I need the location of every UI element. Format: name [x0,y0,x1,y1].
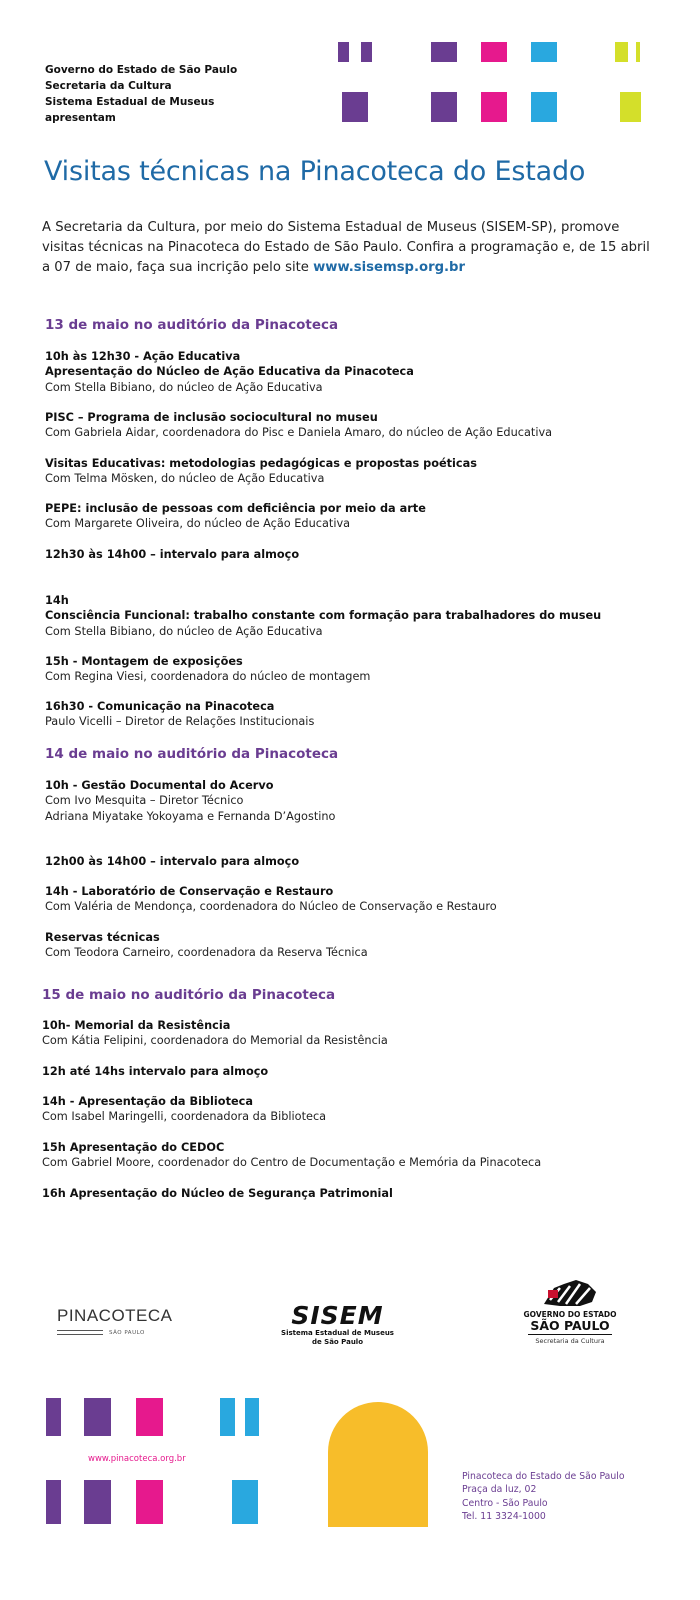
schedule-item [45,654,370,685]
day-heading: 13 de maio no auditório da Pinacoteca [45,317,339,333]
header-line: Sistema Estadual de Museus [45,96,215,108]
decor-square [136,1480,163,1524]
schedule-item [45,930,368,961]
schedule-item [42,1094,326,1125]
schedule-item [45,501,426,532]
schedule-item [45,884,497,915]
address-line: Pinacoteca do Estado de São Paulo [462,1471,625,1482]
governo-logo-divider [528,1334,612,1335]
item-speaker: Com Telma Mösken, do núcleo de Ação Educativa [45,472,325,486]
schedule-item [45,410,552,441]
header-line: Governo do Estado de São Paulo [45,64,238,76]
item-speaker: Com Valéria de Mendonça, coordenadora do Núcleo de Conservação e Restauro [45,900,497,914]
decor-square [431,42,457,62]
sisem-site-link[interactable]: www.sisemsp.org.br [313,260,465,275]
schedule-item [45,854,299,869]
schedule-item [45,699,314,730]
schedule-item [42,1064,268,1079]
item-title: 14h - Apresentação da Biblioteca [42,1095,253,1108]
item-title: Visitas Educativas: metodologias pedagógicas e propostas poéticas [45,457,477,470]
item-title: 14h [45,594,69,607]
item-speaker: Com Gabriel Moore, coordenador do Centro de Documentação e Memória da Pinacoteca [42,1156,542,1170]
governo-logo-line: GOVERNO DO ESTADO [523,1310,617,1319]
decor-arch [328,1402,428,1527]
header-line: Secretaria da Cultura [45,80,172,92]
schedule-item [45,778,335,824]
decor-square [481,42,507,62]
item-speaker: Com Stella Bibiano, do núcleo de Ação Educativa [45,624,323,638]
header-line: apresentam [45,112,116,124]
item-speaker: Com Ivo Mesquita – Diretor Técnico [45,794,244,808]
pinacoteca-logo-sub [57,1330,173,1336]
item-title: 10h - Gestão Documental do Acervo [45,779,274,792]
decor-square [338,42,349,62]
item-title: PEPE: inclusão de pessoas com deficiência por meio da arte [45,502,426,515]
item-speaker: Com Teodora Carneiro, coordenadora da Reserva Técnica [45,946,368,960]
decor-square [531,42,557,62]
schedule-item [45,349,414,395]
pinacoteca-logo-city: SÃO PAULO [109,1330,145,1336]
governo-sp-logo [520,1278,620,1345]
sisem-logo-name: SISEM [291,1301,384,1330]
intro-text: A Secretaria da Cultura, por meio do Sistema Estadual de Museus (SISEM-SP), promove visitas técnicas na Pinacoteca do Estado de São Paulo. Confira a programação e, de 15 abril a 07 de maio, faça sua incrição pelo site [42,220,650,275]
address-line: Praça da luz, 02 [462,1484,537,1496]
item-title: 14h - Laboratório de Conservação e Restauro [45,885,334,898]
schedule-item [45,456,477,487]
item-title: 10h às 12h30 - Ação Educativa [45,350,241,363]
item-speaker: Com Kátia Felipini, coordenadora do Memorial da Resistência [42,1034,388,1048]
item-speaker: Com Margarete Oliveira, do núcleo de Ação Educativa [45,517,351,531]
item-title: Consciência Funcional: trabalho constante com formação para trabalhadores do museu [45,609,602,623]
day-heading: 14 de maio no auditório da Pinacoteca [45,746,339,762]
decor-square [232,1480,258,1524]
decor-square [245,1398,259,1436]
address-line: Tel. 11 3324-1000 [462,1510,546,1522]
page-title: Visitas técnicas na Pinacoteca do Estado [44,156,586,187]
item-title: 16h30 - Comunicação na Pinacoteca [45,700,275,713]
decor-square [84,1398,111,1436]
pinacoteca-logo-name: PINACOTECA [57,1306,173,1325]
decor-square [46,1398,61,1436]
decor-square [620,92,641,122]
decor-square [84,1480,111,1524]
address-line: Centro - São Paulo [462,1497,548,1509]
decor-square [46,1480,61,1524]
header-organization [45,62,237,126]
decor-square [531,92,557,122]
decor-square [481,92,507,122]
item-speaker: Com Regina Viesi, coordenadora do núcleo de montagem [45,670,371,684]
governo-logo-state: SÃO PAULO [530,1318,610,1333]
item-speaker: Com Gabriela Aidar, coordenadora do Pisc e Daniela Amaro, do núcleo de Ação Educativa [45,426,553,440]
item-speaker: Paulo Vicelli – Diretor de Relações Institucionais [45,715,315,729]
sisem-logo-line: Sistema Estadual de Museus [281,1329,394,1337]
decor-square [136,1398,163,1436]
decor-square [342,92,368,122]
pinacoteca-logo [57,1306,173,1336]
schedule-item [45,593,601,639]
intro-paragraph [42,218,652,278]
schedule-item [45,547,299,562]
item-speaker: Com Isabel Maringelli, coordenadora da Biblioteca [42,1110,327,1124]
sisem-logo-line: de São Paulo [311,1338,364,1346]
item-speaker: Com Stella Bibiano, do núcleo de Ação Educativa [45,380,323,394]
sp-flag-map-icon [540,1278,600,1308]
decor-square [615,42,628,62]
item-title: 12h até 14hs intervalo para almoço [42,1065,269,1078]
item-title: 12h00 às 14h00 – intervalo para almoço [45,855,300,868]
sisem-logo [270,1303,405,1347]
governo-logo-secretaria: Secretaria da Cultura [535,1337,605,1345]
item-title: 10h- Memorial da Resistência [42,1019,231,1032]
item-title: 16h Apresentação do Núcleo de Segurança Patrimonial [42,1187,393,1200]
item-title: PISC – Programa de inclusão sociocultural no museu [45,411,378,424]
item-title: 12h30 às 14h00 – intervalo para almoço [45,548,300,561]
decor-square [361,42,372,62]
day-heading: 15 de maio no auditório da Pinacoteca [42,987,336,1003]
decor-square [636,42,640,62]
item-title: 15h - Montagem de exposições [45,655,243,668]
address-block [462,1470,625,1523]
pinacoteca-website-link[interactable]: www.pinacoteca.org.br [88,1454,186,1464]
schedule-item [42,1186,393,1201]
decor-square [431,92,457,122]
item-title: Apresentação do Núcleo de Ação Educativa da Pinacoteca [45,365,414,379]
schedule-item [42,1018,388,1049]
item-speaker: Adriana Miyatake Yokoyama e Fernanda D’Agostino [45,809,336,823]
schedule-item [42,1140,541,1171]
decor-square [220,1398,235,1436]
item-title: 15h Apresentação do CEDOC [42,1141,225,1154]
pinacoteca-mark [57,1330,103,1335]
item-title: Reservas técnicas [45,931,160,944]
